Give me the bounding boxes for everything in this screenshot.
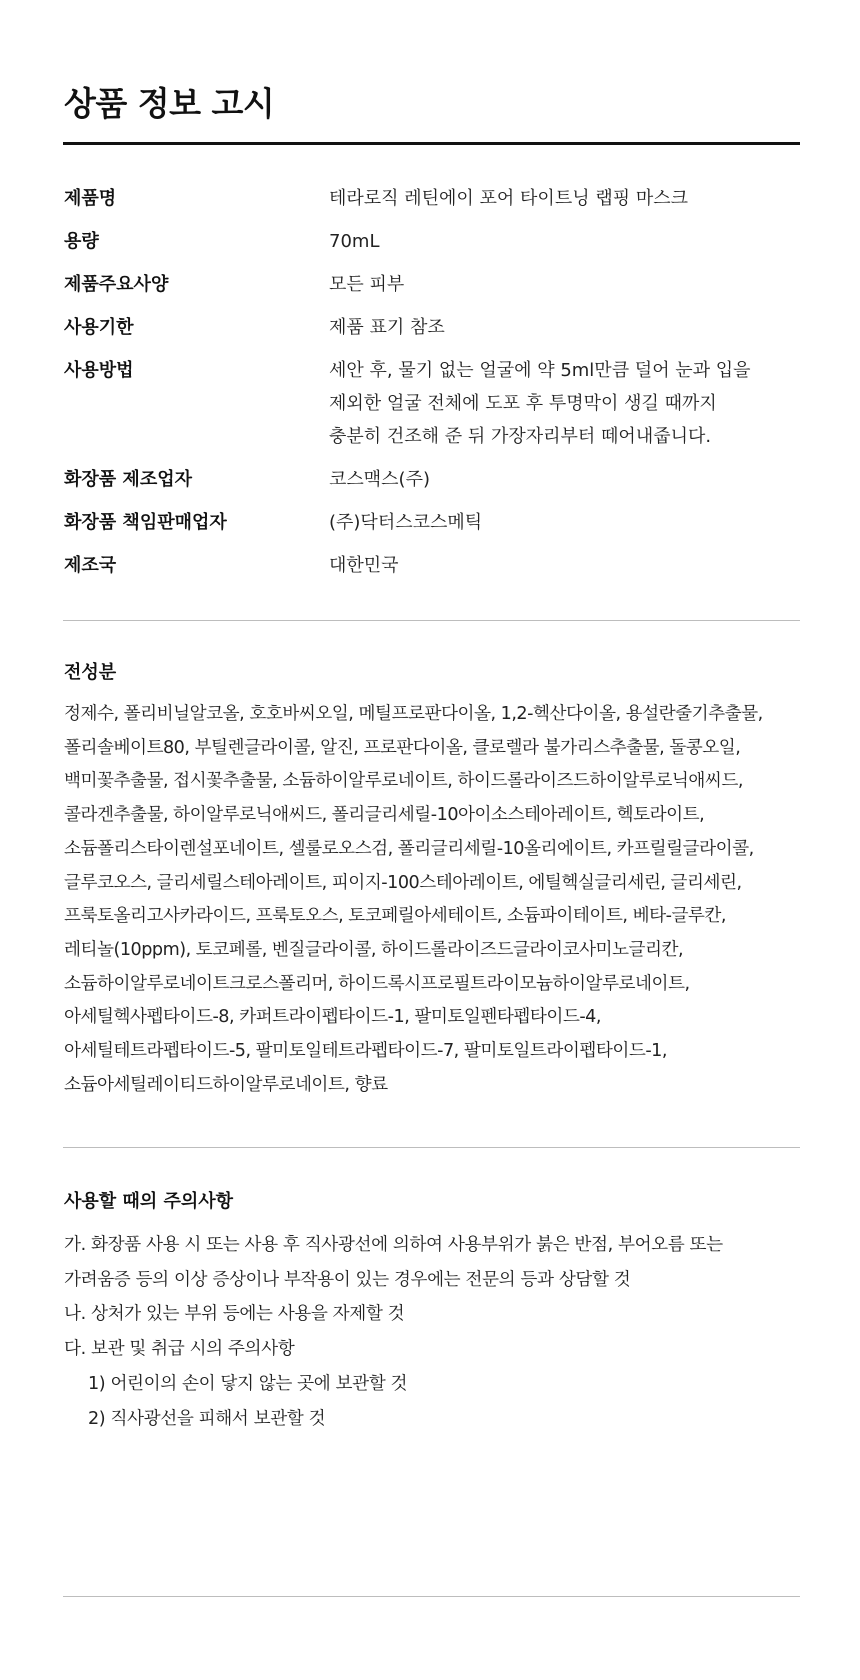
info-row-product-name bbox=[64, 182, 800, 225]
info-row-main-spec bbox=[64, 268, 800, 311]
cautions-list bbox=[64, 1228, 804, 1436]
info-value: 세안 후, 물기 없는 얼굴에 약 5ml만큼 덜어 눈과 입을 제외한 얼굴 전체에 도포 후 투명막이 생길 때까지 충분히 건조해 준 뒤 가장자리부터 떼어내줍니다. bbox=[329, 360, 751, 447]
cautions-title: 사용할 때의 주의사항 bbox=[64, 1191, 234, 1212]
bottom-divider bbox=[63, 1596, 800, 1597]
info-value: 모든 피부 bbox=[329, 274, 405, 295]
info-row-manufacturer bbox=[64, 463, 800, 506]
info-label: 화장품 책임판매업자 bbox=[64, 512, 227, 533]
ingredients-text: 정제수, 폴리비닐알코올, 호호바씨오일, 메틸프로판다이올, 1,2-헥산다이올, 용설란줄기추출물, 폴리솔베이트80, 부틸렌글라이콜, 알진, 프로판다이올, 클로렐라 불가리스추출물, 돌콩오일, 백미꽃추출물, 접시꽃추출물, 소듐하이알루로네이트, 하이드롤라이즈드하이알루로닉애씨드, 콜라겐추출물, 하이알루로닉애씨드, 폴리글리세릴-10아이소스테아레이트, 헥토라이트, 소듐폴리스타이렌설포네이트, 셀룰로오스검, 폴리글리세릴-10올리에이트, 카프릴릴글라이콜, 글루코오스, 글리세릴스테아레이트, 피이지-100스테아레이트, 에틸헥실글리세린, 글리세린, 프룩토올리고사카라이드, 프룩토오스, 토코페릴아세테이트, 소듐파이테이트, 베타-글루칸, 레티놀(10ppm), 토코페롤, 벤질글라이콜, 하이드롤라이즈드글라이코사미노글리칸, 소듐하이알루로네이트크로스폴리머, 하이드록시프로필트라이모늄하이알루로네이트, 아세틸헥사펩타이드-8, 카퍼트라이펩타이드-1, 팔미토일펜타펩타이드-4, 아세틸테트라펩타이드-5, 팔미토일테트라펩타이드-7, 팔미토일트라이펩타이드-1, 소듐아세틸레이티드하이알루로네이트, 향료 bbox=[64, 704, 763, 1095]
caution-item: 가려움증 등의 이상 증상이나 부작용이 있는 경우에는 전문의 등과 상담할 것 bbox=[64, 1269, 631, 1290]
caution-subitem: 1) 어린이의 손이 닿지 않는 곳에 보관할 것 bbox=[88, 1373, 408, 1394]
info-label: 제조국 bbox=[64, 555, 117, 576]
info-label: 화장품 제조업자 bbox=[64, 469, 192, 490]
info-label: 제품명 bbox=[64, 188, 117, 209]
info-label: 용량 bbox=[64, 231, 99, 252]
caution-subitem: 2) 직사광선을 피해서 보관할 것 bbox=[88, 1408, 326, 1429]
info-value: 70mL bbox=[329, 231, 380, 252]
section-divider bbox=[63, 1147, 800, 1148]
info-row-expiry bbox=[64, 311, 800, 354]
info-row-capacity bbox=[64, 225, 800, 268]
section-divider bbox=[63, 620, 800, 621]
caution-item: 가. 화장품 사용 시 또는 사용 후 직사광선에 의하여 사용부위가 붉은 반점, 부어오름 또는 bbox=[64, 1235, 723, 1255]
info-label: 사용방법 bbox=[64, 360, 134, 381]
info-row-origin bbox=[64, 549, 800, 592]
product-info-table bbox=[64, 182, 800, 592]
info-value: 코스맥스(주) bbox=[329, 469, 430, 490]
page-title: 상품 정보 고시 bbox=[64, 84, 275, 123]
info-value: 대한민국 bbox=[329, 555, 399, 576]
title-divider bbox=[63, 142, 800, 145]
ingredients-title: 전성분 bbox=[64, 662, 117, 683]
info-value: 테라로직 레틴에이 포어 타이트닝 랩핑 마스크 bbox=[329, 188, 688, 209]
caution-item: 나. 상처가 있는 부위 등에는 사용을 자제할 것 bbox=[64, 1304, 405, 1325]
caution-item: 다. 보관 및 취급 시의 주의사항 bbox=[64, 1339, 295, 1360]
info-label: 제품주요사양 bbox=[64, 274, 169, 295]
info-label: 사용기한 bbox=[64, 317, 134, 338]
info-value: (주)닥터스코스메틱 bbox=[329, 512, 483, 533]
info-value: 제품 표기 참조 bbox=[329, 317, 445, 338]
info-row-distributor bbox=[64, 506, 800, 549]
info-row-usage bbox=[64, 354, 800, 463]
